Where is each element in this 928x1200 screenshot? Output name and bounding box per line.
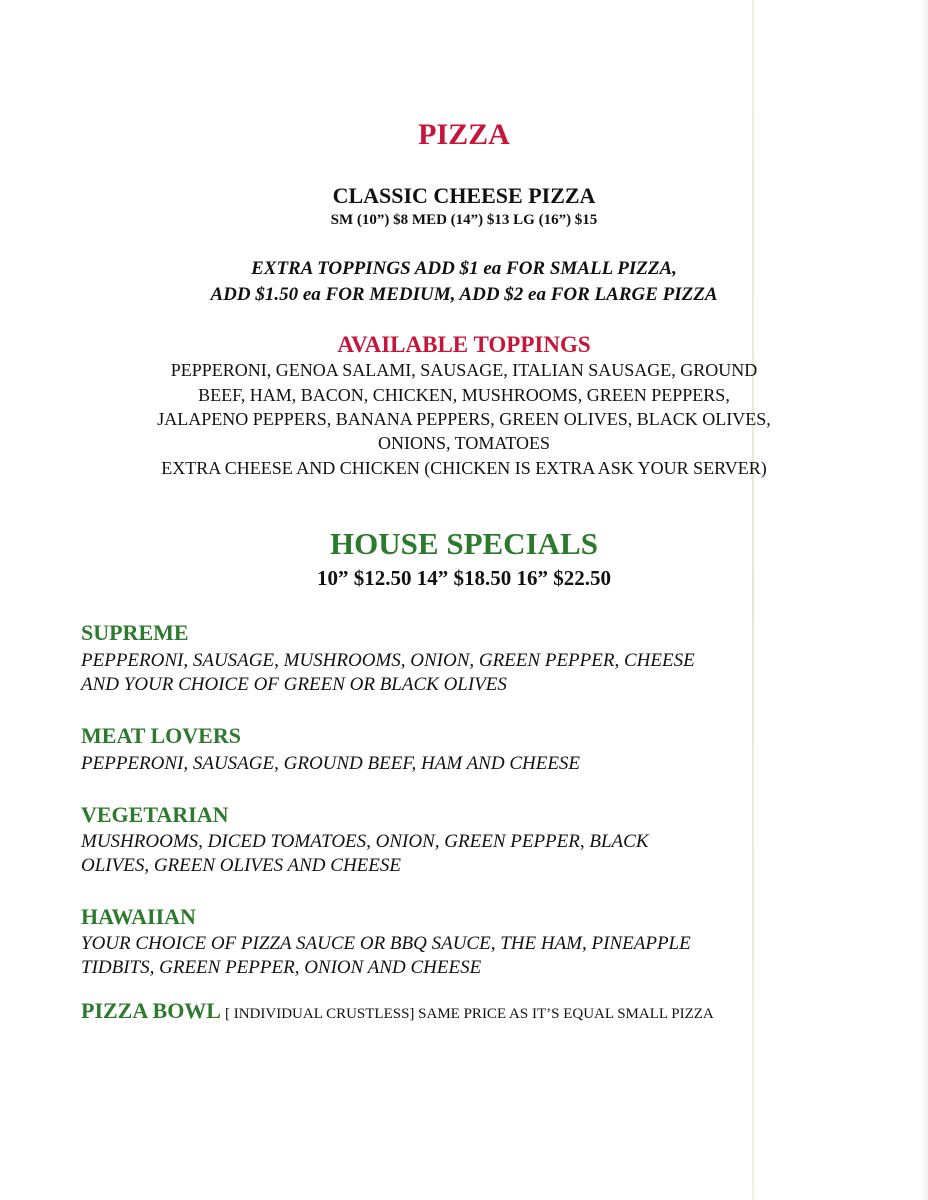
special-desc-vegetarian-line-2: OLIVES, GREEN OLIVES AND CHEESE [81, 855, 401, 876]
special-name-supreme: SUPREME [81, 620, 189, 645]
special-desc-vegetarian-line-1: MUSHROOMS, DICED TOMATOES, ONION, GREEN PEPPER, BLACK [81, 831, 649, 852]
special-desc-hawaiian-line-1: YOUR CHOICE OF PIZZA SAUCE OR BBQ SAUCE, THE HAM, PINEAPPLE [81, 933, 691, 954]
special-desc-supreme-line-2: AND YOUR CHOICE OF GREEN OR BLACK OLIVES [81, 674, 507, 695]
available-toppings-title: AVAILABLE TOPPINGS [337, 332, 591, 357]
classic-cheese-title: CLASSIC CHEESE PIZZA [332, 183, 596, 208]
toppings-line: JALAPENO PEPPERS, BANANA PEPPERS, GREEN OLIVES, BLACK OLIVES, [157, 409, 771, 429]
pizza-title: PIZZA [418, 118, 510, 151]
extra-toppings-line-1: EXTRA TOPPINGS ADD $1 ea FOR SMALL PIZZA, [251, 258, 677, 279]
toppings-line: BEEF, HAM, BACON, CHICKEN, MUSHROOMS, GREEN PEPPERS, [198, 385, 730, 405]
classic-cheese-sizes: SM (10”) $8 MED (14”) $13 LG (16”) $15 [330, 212, 598, 228]
special-name-vegetarian: VEGETARIAN [81, 802, 229, 827]
special-desc-hawaiian-line-2: TIDBITS, GREEN PEPPER, ONION AND CHEESE [81, 957, 482, 978]
paper-edge [920, 0, 928, 1200]
special-desc-supreme-line-1: PEPPERONI, SAUSAGE, MUSHROOMS, ONION, GREEN PEPPER, CHEESE [81, 650, 695, 671]
special-desc-meat-lovers-line-1: PEPPERONI, SAUSAGE, GROUND BEEF, HAM AND CHEESE [81, 753, 581, 774]
toppings-line: PEPPERONI, GENOA SALAMI, SAUSAGE, ITALIAN SAUSAGE, GROUND [170, 360, 758, 380]
special-name-meat-lovers: MEAT LOVERS [81, 723, 241, 748]
pizza-bowl [81, 999, 821, 1026]
toppings-line: ONIONS, TOMATOES [377, 433, 551, 453]
special-name-hawaiian: HAWAIIAN [81, 904, 196, 929]
house-specials-title: HOUSE SPECIALS [330, 526, 598, 561]
pizza-bowl-name: PIZZA BOWL [81, 998, 221, 1023]
house-specials-prices: 10” $12.50 14” $18.50 16” $22.50 [317, 566, 611, 590]
extra-toppings-line-2: ADD $1.50 ea FOR MEDIUM, ADD $2 ea FOR LARGE PIZZA [210, 284, 718, 305]
pizza-bowl-note: [ INDIVIDUAL CRUSTLESS] SAME PRICE AS IT’S EQUAL SMALL PIZZA [224, 1006, 714, 1022]
toppings-line: EXTRA CHEESE AND CHICKEN (CHICKEN IS EXTRA ASK YOUR SERVER) [161, 458, 767, 478]
